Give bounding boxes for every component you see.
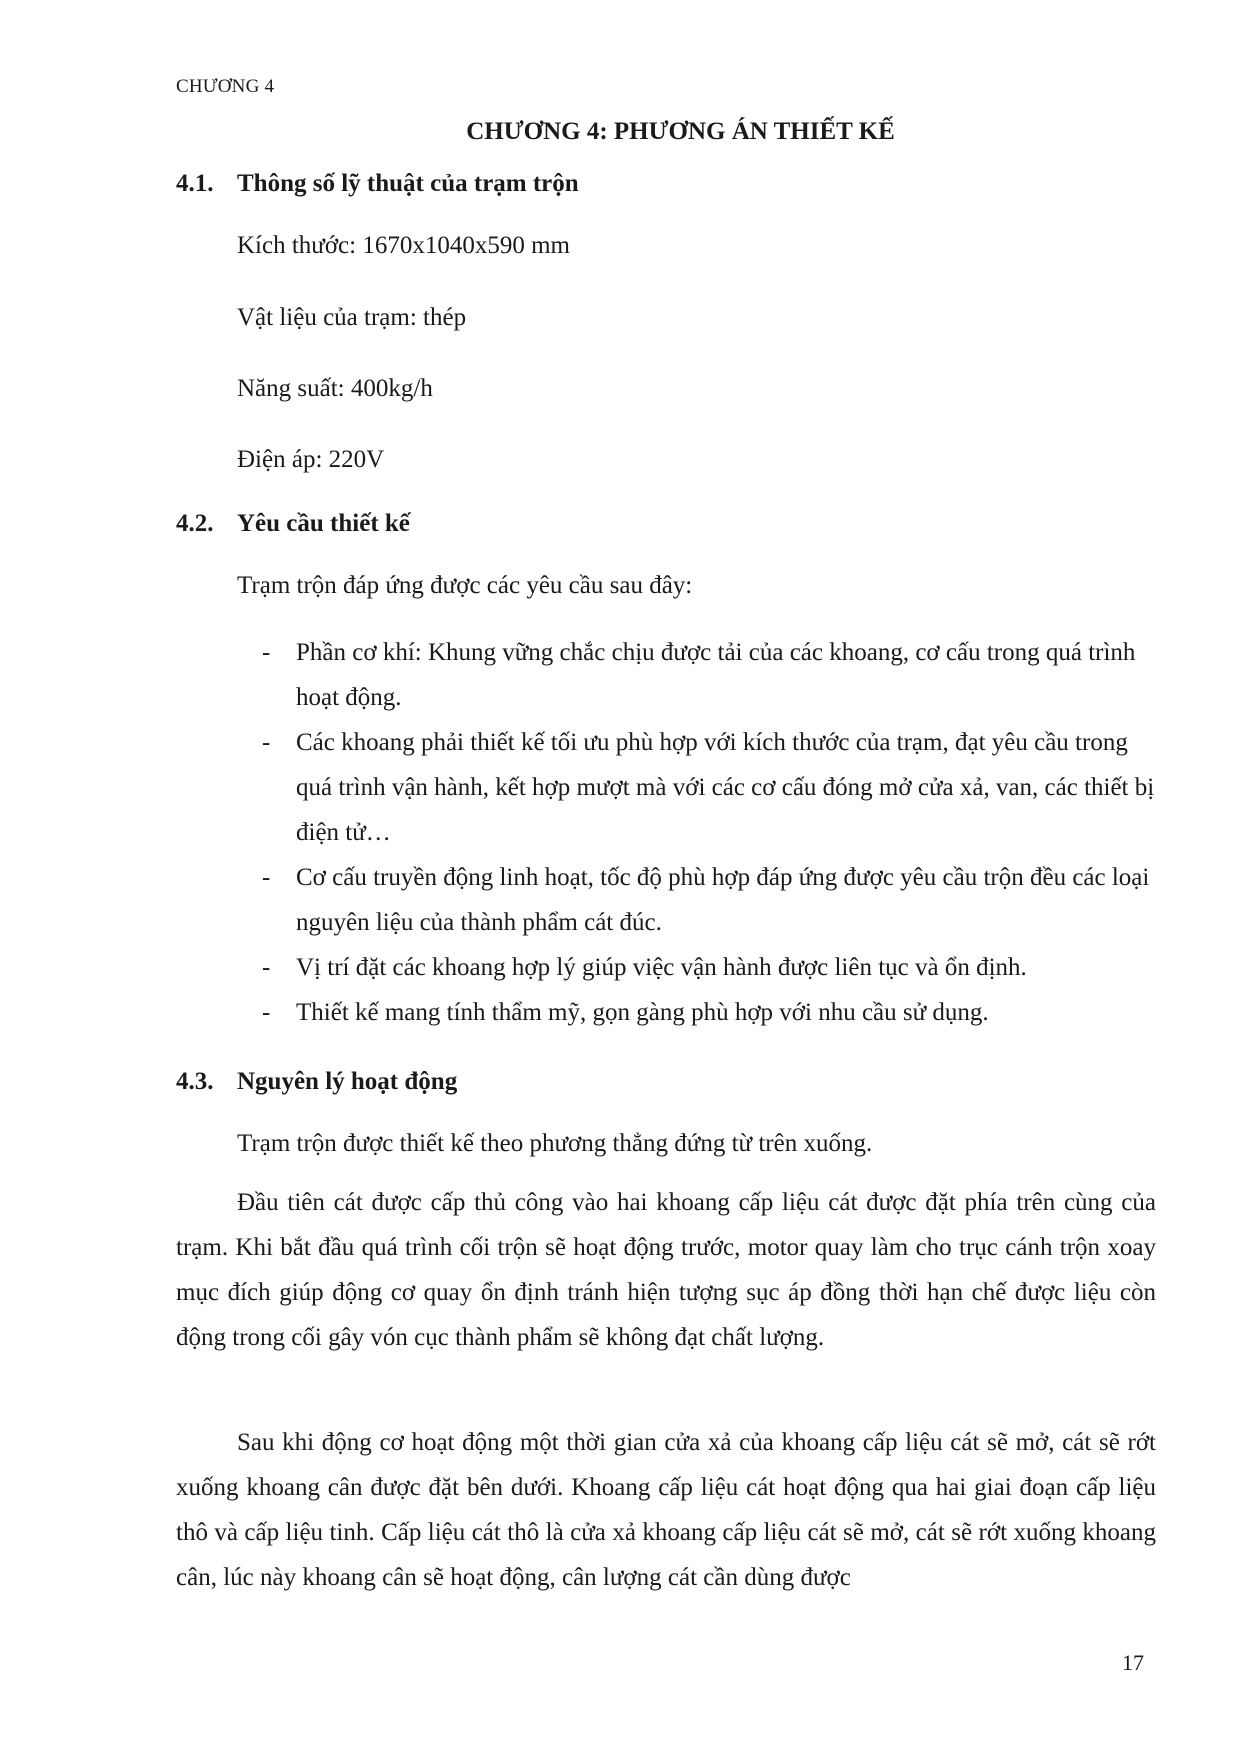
section-number: 4.1. <box>176 170 214 197</box>
chapter-title: CHƯƠNG 4: PHƯƠNG ÁN THIẾT KẾ <box>466 118 895 145</box>
section-heading-4-3 <box>176 1068 457 1096</box>
list-item <box>262 990 1158 1035</box>
bullet-dash: - <box>262 954 271 981</box>
spec-dimensions: Kích thước: 1670x1040x590 mm <box>237 232 570 259</box>
spec-voltage: Điện áp: 220V <box>237 446 385 473</box>
list-item-text: Phần cơ khí: Khung vững chắc chịu được tải của các khoang, cơ cấu trong quá trình hoạt động. <box>296 639 1136 711</box>
list-item-text: Vị trí đặt các khoang hợp lý giúp việc vận hành được liên tục và ổn định. <box>296 954 1027 981</box>
section-title: Thông số lỹ thuật của trạm trộn <box>237 170 579 197</box>
page-number: 17 <box>1122 1650 1144 1675</box>
bullet-dash: - <box>262 729 271 756</box>
section-heading-4-2 <box>176 510 410 538</box>
list-item <box>262 855 1158 945</box>
bullet-dash: - <box>262 999 271 1026</box>
list-item-text: Các khoang phải thiết kế tối ưu phù hợp với kích thước của trạm, đạt yêu cầu trong quá trình vận hành, kết hợp mượt mà với các cơ cấu đóng mở cửa xả, van, các thiết bị điện tử… <box>296 729 1155 846</box>
section-heading-4-1 <box>176 170 579 198</box>
list-item-text: Thiết kế mang tính thẩm mỹ, gọn gàng phù hợp với nhu cầu sử dụng. <box>296 999 989 1026</box>
spec-capacity: Năng suất: 400kg/h <box>237 375 433 402</box>
list-item-text: Cơ cấu truyền động linh hoạt, tốc độ phù hợp đáp ứng được yêu cầu trộn đều các loại nguyên liệu của thành phẩm cát đúc. <box>296 864 1150 936</box>
section-number: 4.3. <box>176 1068 214 1095</box>
bullet-dash: - <box>262 864 271 891</box>
section-title: Yêu cầu thiết kế <box>237 510 410 537</box>
list-item <box>262 630 1158 720</box>
list-item <box>262 720 1158 855</box>
section-number: 4.2. <box>176 510 214 537</box>
list-item <box>262 945 1158 990</box>
requirements-list <box>262 630 1158 1035</box>
bullet-dash: - <box>262 639 271 666</box>
section-title: Nguyên lý hoạt động <box>237 1068 458 1095</box>
principle-intro: Trạm trộn được thiết kế theo phương thẳng đứng từ trên xuống. <box>237 1130 873 1157</box>
body-paragraph: Đầu tiên cát được cấp thủ công vào hai khoang cấp liệu cát được đặt phía trên cùng của trạm. Khi bắt đầu quá trình cối trộn sẽ hoạt động trước, motor quay làm cho trục cánh trộn xoay mục đích giúp động cơ quay ổn định tránh hiện tượng sục áp đồng thời hạn chế được liệu còn động trong cối gây vón cục thành phẩm sẽ không đạt chất lượng. <box>176 1189 1156 1351</box>
spec-material: Vật liệu của trạm: thép <box>237 304 467 331</box>
requirements-intro: Trạm trộn đáp ứng được các yêu cầu sau đây: <box>237 572 693 599</box>
running-header: CHƯƠNG 4 <box>176 76 275 97</box>
body-paragraph: Sau khi động cơ hoạt động một thời gian cửa xả của khoang cấp liệu cát sẽ mở, cát sẽ rớt xuống khoang cân được đặt bên dưới. Khoang cấp liệu cát hoạt động qua hai giai đoạn cấp liệu thô và cấp liệu tinh. Cấp liệu cát thô là cửa xả khoang cấp liệu cát sẽ mở, cát sẽ rớt xuống khoang cân, lúc này khoang cân sẽ hoạt động, cân lượng cát cần dùng được <box>176 1429 1156 1591</box>
